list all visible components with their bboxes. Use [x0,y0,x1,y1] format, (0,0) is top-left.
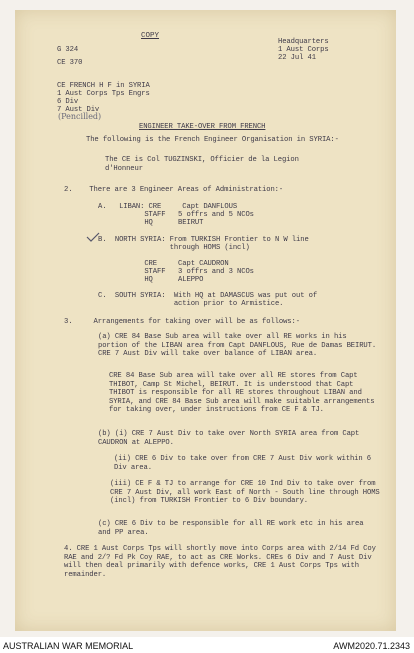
paragraph-3c: (c) CRE 6 Div to be responsible for all RE work etc in his area and PP area. [98,520,364,537]
area-b-line: B. NORTH SYRIA: From TURKISH Frontier to N W line [98,236,309,244]
footer-bar [0,637,414,653]
distribution-line: 1 Aust Corps Tps Engrs [57,90,150,98]
distribution-line: 6 Div [57,98,79,106]
paragraph-2: 2. There are 3 Engineer Areas of Administration:- [64,186,284,194]
paragraph-3a-stores: CRE 84 Base Sub area will take over all RE stores from Capt THIBOT, Camp St Michel, BEIRUT. It is understood that Capt THIBOT is responsible for all RE stores throughout LIBAN and SYRIA, and CRE 84 Base Sub area will make suitable arrangements for taking over, under instructions from CE F & TJ. [109,372,375,415]
pencil-note: (Pencilled) [58,112,102,121]
area-b-line: STAFF 3 offrs and 3 NCOs [98,268,254,276]
area-a-line: HQ BEIRUT [98,219,204,227]
paragraph-4: 4. CRE 1 Aust Corps Tps will shortly move into Corps area with 2/14 Fd Coy RAE and 2/? Fd Pk Coy RAE, to act as CRE Works. CREs 6 Div and 7 Aust Div will then deal primarily with defence works, CRE 1 Aust Corps Tps with remainder. [64,545,376,579]
paragraph-3: 3. Arrangements for taking over will be as follows:- [64,318,300,326]
hq-line: 1 Aust Corps [278,46,329,54]
area-c-line: action prior to Armistice. [98,300,284,308]
copy-label: COPY [141,32,160,40]
area-c-line: C. SOUTH SYRIA: With HQ at DAMASCUS was put out of [98,292,318,300]
paragraph-1b: The CE is Col TUGZINSKI, Officier de la Legion d'Honneur [105,156,299,173]
paragraph-3a-works: (a) CRE 84 Base Sub area will take over all RE works in his portion of the LIBAN area from Capt DANFLOUS, Rue de Damas BEIRUT. CRE 7 Aust Div will take over balance of LIBAN area. [98,333,377,359]
distribution-line: 7 Aust Div [57,106,100,114]
paragraph-1: The following is the French Engineer Organisation in SYRIA:- [86,136,339,144]
area-a-line: A. LIBAN: CRE Capt DANFLOUS [98,203,238,211]
area-a-line: STAFF 5 offrs and 5 NCOs [98,211,254,219]
area-b-line: HQ ALEPPO [98,276,204,284]
paragraph-3b-iii: (iii) CE F & TJ to arrange for CRE 10 Ind Div to take over from CRE 7 Aust Div, all work East of North - South line through HOMS (incl) from TURKISH Frontier to 6 Div boundary. [110,480,380,506]
distribution-line: CE FRENCH H F in SYRIA [57,82,150,90]
footer-institution: AUSTRALIAN WAR MEMORIAL [3,641,134,651]
area-b-line: CRE Capt CAUDRON [98,260,229,268]
area-b-line: through HOMS (incl) [98,244,250,252]
paragraph-3b-ii: (ii) CRE 6 Div to take over from CRE 7 Aust Div work within 6 Div area. [114,455,372,472]
paragraph-3b-i: (b) (i) CRE 7 Aust Div to take over North SYRIA area from Capt CAUDRON at ALEPPO. [98,430,360,447]
hq-date: 22 Jul 41 [278,54,316,62]
footer-accession-number: AWM2020.71.2343 [333,641,410,651]
hq-line: Headquarters [278,38,329,46]
document-title: ENGINEER TAKE-OVER FROM FRENCH [139,123,266,131]
ce-reference: CE 370 [57,59,83,67]
reference-number: G 324 [57,46,79,54]
